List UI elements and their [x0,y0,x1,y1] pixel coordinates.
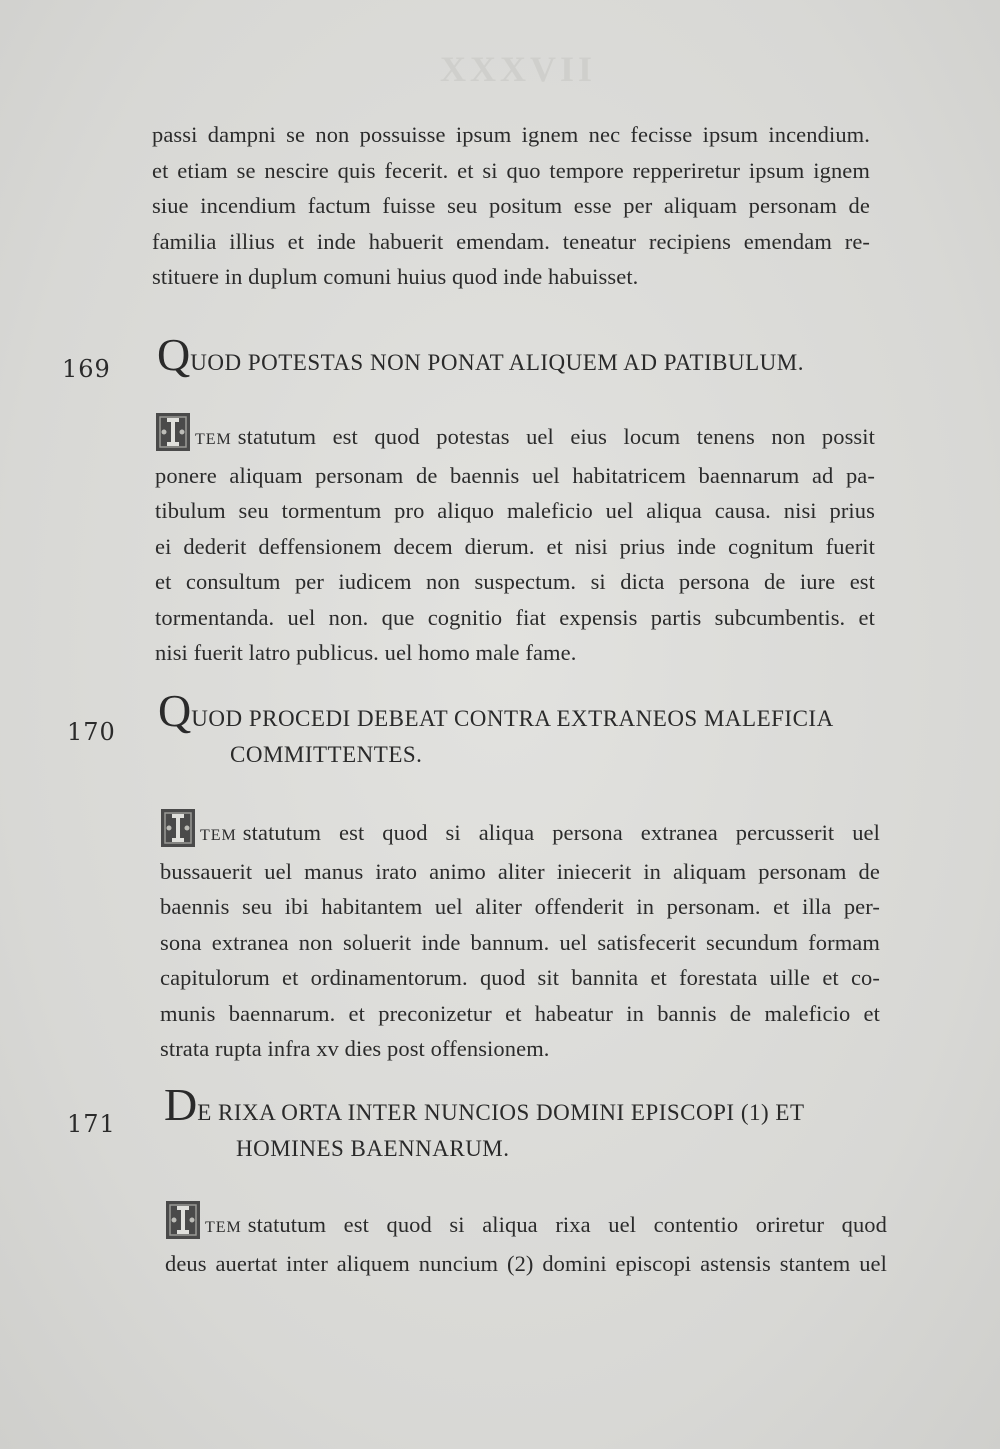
text-line: tibulum seu tormentum pro aliquo maleficio uel aliqua causa. nisi prius [155,498,875,523]
ornamental-initial-icon [155,412,191,452]
section-body [160,808,880,1067]
text-line: siue incendium factum fuisse seu positum esse per aliquam personam de [152,193,870,218]
text-line: baennis seu ibi habitantem uel aliter offenderit in personam. et illa per- [160,894,880,919]
heading-text: UOD PROCEDI DEBEAT CONTRA EXTRANEOS MALEFICIA [191,706,834,731]
initial-word-end: TEM [205,1219,242,1236]
section-body [155,412,875,671]
text-line: deus auertat inter aliquem nuncium (2) domini episcopi astensis stantem uel [165,1250,887,1276]
text-line: et etiam se nescire quis fecerit. et si quo tempore repperiretur ipsum ignem [152,157,870,183]
section-body [165,1200,887,1281]
section-heading [157,329,877,381]
heading-initial: D [164,1079,198,1130]
text-line: ei dederit deffensionem decem dierum. et nisi prius inde cognitum fuerit [155,533,875,559]
text-line: munis baennarum. et preconizetur et habeatur in bannis de maleficio et [160,1000,880,1026]
text-line: statutum est quod potestas uel eius locum tenens non possit [237,424,875,449]
section-heading [164,1079,889,1167]
section-number: 170 [67,718,116,746]
initial-word-end: TEM [200,827,237,844]
text-line: bussauerit uel manus irato animo aliter iniecerit in aliquam personam de [160,858,880,884]
section-number: 171 [67,1110,116,1138]
heading-text: UOD POTESTAS NON PONAT ALIQUEM AD PATIBULUM. [190,350,804,375]
text-line: nisi fuerit latro publicus. uel homo male fame. [155,640,577,665]
text-line: et consultum per iudicem non suspectum. si dicta persona de iure est [155,569,875,594]
heading-text: E RIXA ORTA INTER NUNCIOS DOMINI EPISCOPI (1) ET [197,1100,805,1125]
heading-initial: Q [157,329,191,380]
text-line: ponere aliquam personam de baennis uel habitatricem baennarum ad pa- [155,462,875,488]
initial-word-end: TEM [195,431,232,448]
text-line: strata rupta infra xv dies post offensionem. [160,1036,550,1061]
text-line: statutum est quod si aliqua rixa uel contentio oriretur quod [247,1212,887,1237]
text-line: tormentanda. uel non. que cognitio fiat expensis partis subcumbentis. et [155,604,875,630]
ornamental-initial-icon [165,1200,201,1240]
text-line: sona extranea non soluerit inde bannum. uel satisfecerit secundum formam [160,929,880,955]
heading-initial: Q [158,685,192,736]
text-line: familia illius et inde habuerit emendam. teneatur recipiens emendam re- [152,228,870,254]
section-heading [158,685,883,773]
section-number: 169 [62,355,111,383]
text-line: passi dampni se non possuisse ipsum ignem nec fecisse ipsum incendium. [152,122,870,147]
heading-text-continued: COMMITTENTES. [230,742,423,767]
text-line: statutum est quod si aliqua persona extranea percusserit uel [242,820,880,845]
heading-text-continued: HOMINES BAENNARUM. [236,1136,510,1161]
text-line: capitulorum et ordinamentorum. quod sit bannita et forestata uille et co- [160,965,880,990]
ornamental-initial-icon [160,808,196,848]
paragraph-continued [152,117,870,295]
running-head: XXXVII [440,49,597,89]
text-line: stituere in duplum comuni huius quod inde habuisset. [152,264,639,289]
